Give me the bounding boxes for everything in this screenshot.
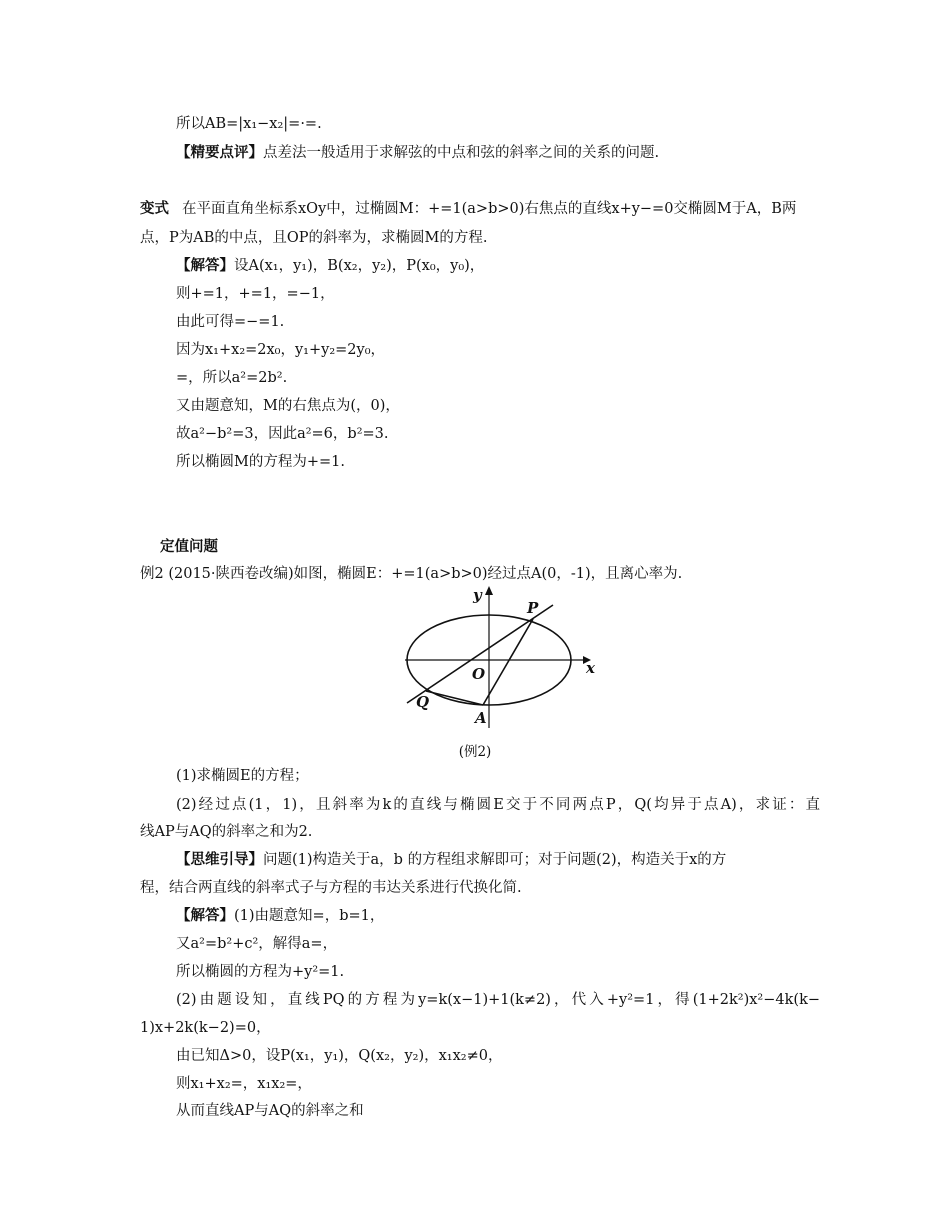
text-line: 因为x₁+x₂=2x₀，y₁+y₂=2y₀， — [176, 342, 386, 358]
text-line — [176, 256, 484, 276]
label-y: y — [473, 586, 482, 604]
line-ap — [483, 619, 533, 705]
text-line: 1)x+2k(k−2)=0， — [140, 1020, 271, 1036]
text-line — [176, 143, 659, 163]
label-x: x — [586, 659, 595, 677]
text-line: (2)经过点(1，1)，且斜率为k的直线与椭圆E交于不同两点P，Q(均异于点A)，求证：直 — [176, 797, 820, 813]
figure-caption: (例2) — [458, 744, 492, 760]
label-o: O — [472, 665, 486, 683]
tag-label: 【思维引导】 — [176, 851, 263, 868]
text-line: 又a²=b²+c²，解得a=， — [176, 936, 338, 952]
text-line — [176, 906, 384, 926]
text-line: 则+=1，+=1，=−1， — [176, 286, 335, 302]
text-line: 线AP与AQ的斜率之和为2. — [140, 824, 313, 840]
ellipse-figure — [405, 585, 605, 730]
variant-label: 变式 — [140, 200, 169, 217]
text-line: 则x₁+x₂=，x₁x₂=， — [176, 1076, 312, 1092]
text-line: 故a²−b²=3，因此a²=6，b²=3. — [176, 426, 389, 442]
tag-label: 【解答】 — [176, 907, 234, 924]
text-line: 由已知Δ>0，设P(x₁，y₁)，Q(x₂，y₂)，x₁x₂≠0， — [176, 1048, 503, 1064]
tag-label: 【精要点评】 — [176, 144, 263, 161]
text-line: 所以AB=|x₁−x₂|=·=. — [176, 116, 322, 132]
line-aq — [426, 691, 483, 705]
text-line — [176, 850, 726, 870]
text-span: 设A(x₁，y₁)，B(x₂，y₂)，P(x₀，y₀)， — [234, 258, 485, 274]
text-line: (1)求椭圆E的方程； — [176, 768, 309, 784]
text-line: 又由题意知，M的右焦点为(，0)， — [176, 398, 400, 414]
text-line: =，所以a²=2b². — [176, 370, 288, 386]
text-span: 问题(1)构造关于a，b 的方程组求解即可；对于问题(2)，构造关于x的方 — [263, 852, 727, 868]
text-line: 程，结合两直线的斜率式子与方程的韦达关系进行代换化简. — [140, 880, 522, 896]
label-a: A — [475, 709, 487, 727]
text-line: (2)由题设知，直线PQ的方程为y=k(x−1)+1(k≠2)，代入+y²=1，得(1+2k²)x²−4k(k− — [176, 992, 820, 1008]
section-title: 定值问题 — [160, 539, 218, 555]
tag-label: 【解答】 — [176, 257, 234, 274]
text-line: 由此可得=−=1. — [176, 314, 285, 330]
text-line: 所以椭圆的方程为+y²=1. — [176, 964, 345, 980]
y-arrow-icon — [485, 586, 493, 595]
text-span: 在平面直角坐标系xOy中，过椭圆M：+=1(a>b>0)右焦点的直线x+y−=0交椭圆M于A，B两 — [182, 201, 797, 217]
label-p: P — [527, 599, 539, 617]
text-span: (1)由题意知=，b=1， — [234, 908, 385, 924]
label-q: Q — [416, 693, 430, 711]
text-line — [140, 199, 796, 219]
text-line: 例2 (2015·陕西卷改编)如图，椭圆E：+=1(a>b>0)经过点A(0，-1)，且离心率为. — [140, 566, 683, 582]
text-line: 所以椭圆M的方程为+=1. — [176, 454, 345, 470]
text-line: 从而直线AP与AQ的斜率之和 — [176, 1103, 364, 1119]
text-line: 点，P为AB的中点，且OP的斜率为，求椭圆M的方程. — [140, 230, 488, 246]
text-span: 点差法一般适用于求解弦的中点和弦的斜率之间的关系的问题. — [263, 145, 660, 161]
line-pq — [407, 605, 553, 703]
